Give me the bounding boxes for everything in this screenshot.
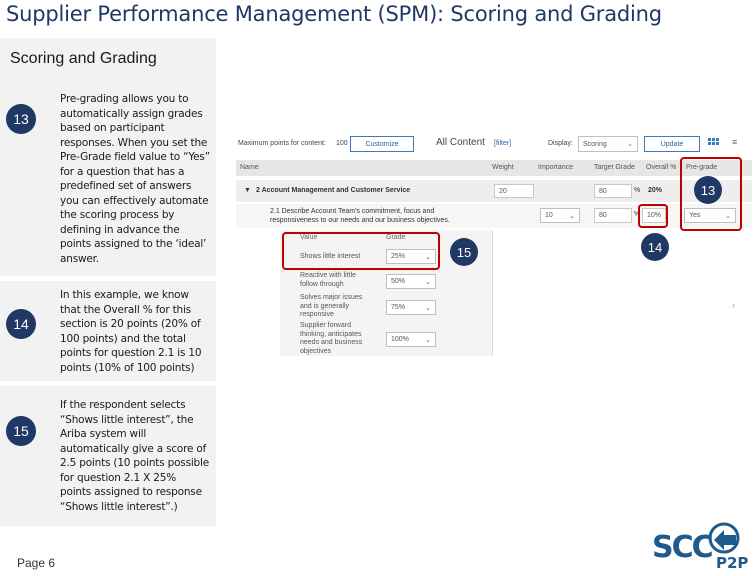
pre-grade-value: Yes bbox=[689, 212, 701, 219]
grade-value: 100% bbox=[391, 336, 409, 343]
importance-select[interactable] bbox=[540, 208, 580, 223]
callout-number-15: 15 bbox=[6, 416, 36, 446]
question-name-line1: 2.1 Describe Account Team's commitment, focus and bbox=[270, 208, 435, 215]
display-select[interactable] bbox=[578, 136, 638, 152]
divider bbox=[492, 230, 493, 356]
chevron-down-icon: ⌄ bbox=[425, 278, 431, 286]
grade-row-value: Supplier forward thinking, anticipates needs and business objectives bbox=[300, 322, 363, 355]
callout-number-14: 14 bbox=[6, 309, 36, 339]
customize-button[interactable]: Customize bbox=[350, 136, 414, 152]
all-content-label: All Content bbox=[436, 137, 485, 148]
scroll-arrow-icon[interactable]: › bbox=[732, 300, 735, 310]
section-weight-field[interactable]: 20 bbox=[494, 184, 534, 198]
section-target-field[interactable]: 80 bbox=[594, 184, 632, 198]
grade-value: 50% bbox=[391, 278, 406, 285]
section-row[interactable] bbox=[236, 180, 752, 202]
grade-table-grade-header: Grade bbox=[386, 234, 406, 241]
display-label: Display: bbox=[548, 140, 573, 147]
highlight-box-15 bbox=[282, 232, 440, 270]
col-overall-pct: Overall % bbox=[646, 164, 677, 171]
page-number: Page 6 bbox=[17, 556, 56, 570]
callout-text-13: Pre-grading allows you to automatically assign grades based on participant responses. When you set the Pre-Grade field value to “Yes” for a question that has a predefined set of answers you can effectively automate the scoring process by defining in advance the points assigned to the ‘ideal’ answer. bbox=[60, 93, 210, 265]
chevron-down-icon: ⌄ bbox=[627, 141, 633, 148]
table-header bbox=[236, 160, 752, 176]
logo-sub-text: P2P bbox=[716, 554, 749, 572]
question-name-line2: responsiveness to our needs and our business objectives. bbox=[270, 217, 450, 224]
col-target-grade: Target Grade bbox=[594, 164, 635, 171]
update-button[interactable]: Update bbox=[644, 136, 700, 152]
importance-value: 10 bbox=[545, 212, 553, 219]
max-points-value: 100 bbox=[336, 140, 348, 147]
max-points-label: Maximum points for content: bbox=[238, 140, 326, 147]
logo-main-text: SCC bbox=[652, 530, 712, 565]
section-heading: Scoring and Grading bbox=[10, 50, 157, 67]
toolbar bbox=[236, 130, 752, 156]
section-pct-sign: % bbox=[634, 187, 641, 194]
grade-select[interactable] bbox=[386, 300, 436, 315]
badge-13: 13 bbox=[694, 176, 722, 204]
more-icon[interactable]: ≡ bbox=[732, 137, 738, 147]
chevron-down-icon: ⌄ bbox=[425, 304, 431, 312]
grid-view-icon[interactable] bbox=[708, 138, 717, 147]
section-overall: 20% bbox=[648, 187, 663, 194]
callout-text-15: If the respondent selects “Shows little interest”, the Ariba system will automatically give a score of 2.5 points (10 points possible for question 2.1 X 25% points assigned to response “Shows little interest”.) bbox=[60, 399, 209, 513]
highlight-box-14 bbox=[638, 204, 668, 228]
question-target-field[interactable]: 80 bbox=[594, 208, 632, 223]
display-select-value: Scoring bbox=[583, 140, 607, 148]
slide-title: Supplier Performance Management (SPM): Scoring and Grading bbox=[6, 2, 662, 26]
expand-arrow-icon[interactable]: ▼ bbox=[244, 187, 251, 194]
grade-row-value: Shows little interest bbox=[300, 253, 361, 260]
question-pct-sign: % bbox=[634, 211, 641, 218]
col-weight: Weight bbox=[492, 164, 514, 171]
col-pre-grade: Pre-grade bbox=[686, 164, 718, 171]
section-name: 2 Account Management and Customer Service bbox=[256, 187, 411, 194]
chevron-down-icon: ⌄ bbox=[569, 212, 575, 220]
grade-table-value-header: Value bbox=[300, 234, 318, 241]
question-row[interactable] bbox=[236, 204, 752, 228]
col-name: Name bbox=[240, 164, 259, 171]
callout-text-14: In this example, we know that the Overall % for this section is 20 points (20% of 100 points) and the total points for question 2.1 is 10 points (10% of 100 points) bbox=[60, 289, 202, 374]
grade-select[interactable] bbox=[386, 332, 436, 347]
scc-p2p-logo bbox=[652, 518, 752, 574]
chevron-down-icon: ⌄ bbox=[425, 336, 431, 344]
callout-number-13: 13 bbox=[6, 104, 36, 134]
badge-14: 14 bbox=[641, 233, 669, 261]
grade-value: 25% bbox=[391, 253, 406, 260]
chevron-down-icon: ⌄ bbox=[425, 253, 431, 261]
chevron-down-icon: ⌄ bbox=[725, 212, 731, 220]
grade-row-value: Solves major issues and is generally responsive bbox=[300, 294, 363, 318]
grade-select[interactable] bbox=[386, 274, 436, 289]
grade-value: 75% bbox=[391, 304, 406, 311]
question-overall-field[interactable]: 10% bbox=[642, 208, 666, 223]
grade-row-value: Reactive with little follow through bbox=[300, 272, 357, 288]
col-importance: Importance bbox=[538, 164, 574, 171]
badge-15: 15 bbox=[450, 238, 478, 266]
filter-link[interactable]: [filter] bbox=[494, 140, 512, 147]
